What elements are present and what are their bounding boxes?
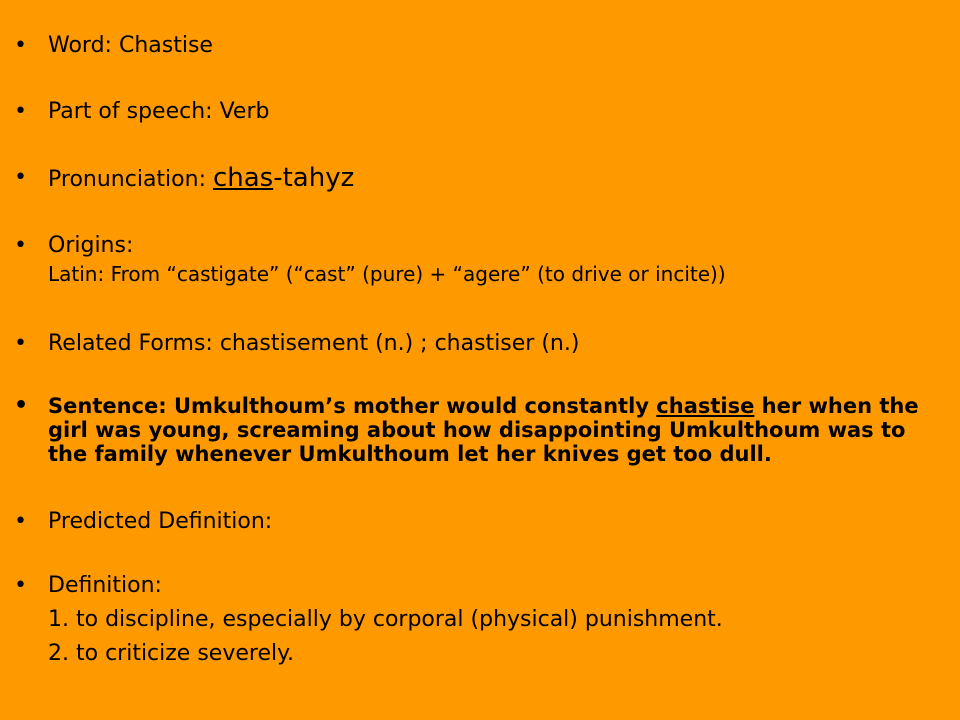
definition-item — [48, 572, 948, 668]
definition-line-2: 2. to criticize severely. — [48, 641, 294, 666]
pronunciation-rest: -tahyz — [273, 163, 355, 193]
part-of-speech-value: Verb — [219, 99, 270, 124]
part-of-speech-item — [48, 98, 948, 126]
pronunciation-label: Pronunciation: — [48, 167, 213, 192]
related-forms-item — [48, 330, 948, 358]
predicted-definition-label: Predicted Definition: — [48, 509, 273, 534]
pronunciation-item — [48, 164, 948, 194]
sentence-keyword: chastise — [656, 394, 755, 418]
word-item — [48, 32, 948, 60]
origins-detail: Latin: From “castigate” (“cast” (pure) + “agere” (to drive or incite)) — [48, 262, 726, 286]
origins-item — [48, 232, 948, 288]
related-forms-text: Related Forms: chastisement (n.) ; chastiser (n.) — [48, 331, 580, 356]
definition-line-1: 1. to discipline, especially by corporal (physical) punishment. — [48, 607, 723, 632]
sentence-item — [48, 394, 948, 466]
word-label: Word: — [48, 33, 119, 58]
sentence-after: her when the girl was young, screaming about how disappointing Umkulthoum was to the family whenever Umkulthoum let her knives get too dull. — [48, 394, 919, 466]
part-of-speech-label: Part of speech: — [48, 99, 220, 124]
predicted-definition-item — [48, 508, 948, 536]
pronunciation-stressed: chas — [212, 163, 274, 193]
definition-label: • Definition: — [48, 573, 162, 598]
origins-label: • Origins: — [48, 233, 134, 258]
word-value: Chastise — [118, 33, 213, 58]
sentence-before: Sentence: Umkulthoum’s mother would constantly — [48, 394, 657, 418]
